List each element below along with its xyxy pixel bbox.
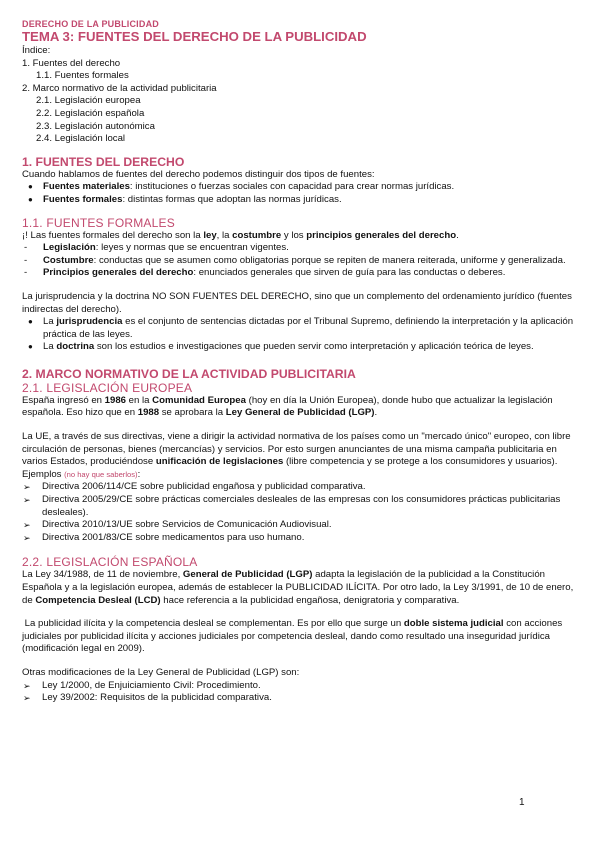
paragraph: ¡! Las fuentes formales del derecho son la ley, la costumbre y los principios generales del derecho.: [22, 229, 459, 241]
paragraph: Otras modificaciones de la Ley General de Publicidad (LGP) son:: [22, 666, 300, 678]
list-item: ➢ Ley 1/2000, de Enjuiciamiento Civil: Procedimiento.: [22, 680, 582, 693]
side-note: (no hay que saberlos): [64, 469, 138, 479]
bullet-list: [22, 181, 582, 206]
list-item: ● La doctrina son los estudios e investigaciones que pueden servir como interpretación y aplicación teórica de leyes.: [22, 341, 582, 354]
paragraph: España ingresó en 1986 en la Comunidad Europea (hoy en día la Unión Europea), donde hubo que actualizar la legislación española. Eso hizo que en 1988 se aprobara la Ley General de Publicidad (LGP).: [22, 394, 553, 419]
document-page: [22, 19, 582, 705]
bullet-list: [22, 316, 582, 354]
list-item: - Legislación: leyes y normas que se encuentran vigentes.: [22, 242, 582, 255]
page-number: 1: [519, 797, 525, 808]
section-heading: 2.2. LEGISLACIÓN ESPAÑOLA: [22, 555, 198, 570]
toc-item: 2.1. Legislación europea: [36, 95, 141, 107]
paragraph: La publicidad ilícita y la competencia desleal se complementan. Es por ello que surge un doble sistema judicial con acciones judiciales por publicidad ilícita y acciones judiciales por competencia desleal, dando como resultado una inseguridad jurídica (modificación legal en 2009).: [22, 618, 565, 655]
section-heading: 1.1. FUENTES FORMALES: [22, 215, 175, 230]
list-item: ● Fuentes materiales: instituciones o fuerzas sociales con capacidad para crear normas jurídicas.: [22, 181, 582, 194]
paragraph: Cuando hablamos de fuentes del derecho podemos distinguir dos tipos de fuentes:: [22, 168, 375, 180]
arrow-list: [22, 680, 582, 705]
arrow-list: [22, 481, 582, 544]
toc-label: Índice:: [22, 45, 51, 56]
list-item: ➢ Directiva 2001/83/CE sobre medicamentos para uso humano.: [22, 532, 582, 545]
toc-item: 2.4. Legislación local: [36, 133, 126, 145]
toc-item: 2.2. Legislación española: [36, 107, 145, 119]
list-item: ➢ Directiva 2006/114/CE sobre publicidad engañosa y publicidad comparativa.: [22, 481, 582, 494]
toc-item: 2. Marco normativo de la actividad publicitaria: [22, 82, 217, 94]
table-of-contents: [22, 45, 582, 146]
list-item: - Principios generales del derecho: enunciados generales que sirven de guía para las conductas o deberes.: [22, 267, 582, 280]
dash-list: [22, 242, 582, 280]
paragraph: La jurisprudencia y la doctrina NO SON FUENTES DEL DERECHO, sino que un complemento del ordenamiento jurídico (fuentes indirectas del derecho).: [22, 290, 572, 315]
list-item: ➢ Directiva 2005/29/CE sobre prácticas comerciales desleales de las empresas con los consumidores prácticas publicitarias desleales).: [22, 494, 582, 519]
list-item: ➢ Ley 39/2002: Requisitos de la publicidad comparativa.: [22, 692, 582, 705]
section-heading: 2.1. LEGISLACIÓN EUROPEA: [22, 380, 193, 395]
list-item: ● Fuentes formales: distintas formas que adoptan las normas jurídicas.: [22, 194, 582, 207]
list-item: ● La jurisprudencia es el conjunto de sentencias dictadas por el Tribunal Supremo, definiendo la interpretación y la aplicación práctica de las leyes.: [22, 316, 582, 341]
course-title: DERECHO DE LA PUBLICIDAD: [22, 19, 159, 29]
page-title: TEMA 3: FUENTES DEL DERECHO DE LA PUBLICIDAD: [22, 29, 367, 44]
toc-item: 1. Fuentes del derecho: [22, 57, 121, 69]
toc-item: 2.3. Legislación autonómica: [36, 120, 155, 132]
list-item: ➢ Directiva 2010/13/UE sobre Servicios de Comunicación Audiovisual.: [22, 519, 582, 532]
toc-item: 1.1. Fuentes formales: [36, 70, 129, 82]
section-heading: 2. MARCO NORMATIVO DE LA ACTIVIDAD PUBLICITARIA: [22, 366, 356, 381]
paragraph: La Ley 34/1988, de 11 de noviembre, General de Publicidad (LGP) adapta la legislación de la publicidad a la Constitución Española y a la legislación europea, además de establecer la PUBLICIDAD ILÍCITA. Por otro lado, la Ley 3/1991, de 10 de enero, de Competencia Desleal (LCD) hace referencia a la publicidad engañosa, denigratoria y comparativa.: [22, 569, 574, 606]
list-item: - Costumbre: conductas que se asumen como obligatorias porque se repiten de manera reiterada, uniforme y generalizada.: [22, 255, 582, 268]
section-heading: 1. FUENTES DEL DERECHO: [22, 154, 185, 169]
paragraph: La UE, a través de sus directivas, viene a dirigir la actividad normativa de los países como un "mercado único" europeo, con libre circulación de personas, bienes (mercancías) y servicios. Por esto surgen anunciantes de una misma campaña publicitaria en varios Estados, produciéndose unificación de legislaciones (libre competencia y se protege a los consumidores y usuarios). Ejemplos (no hay que saberlos):: [22, 431, 571, 480]
